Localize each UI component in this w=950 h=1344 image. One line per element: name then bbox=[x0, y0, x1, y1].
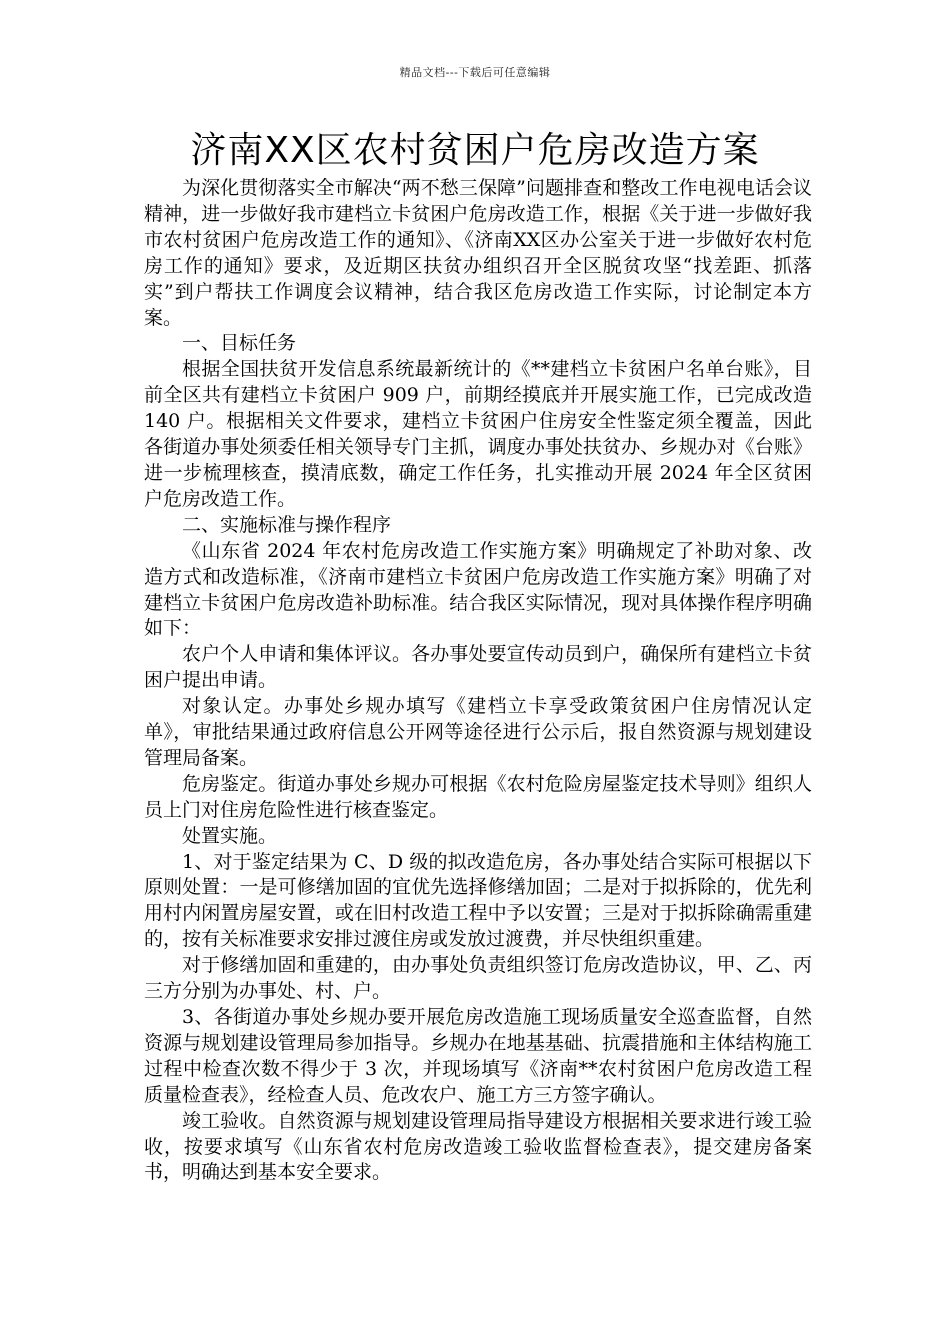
paragraph-item-3: 3、各街道办事处乡规办要开展危房改造施工现场质量安全巡查监督，自然资源与规划建设管理局参加指导。乡规办在地基基础、抗震措施和主体结构施工过程中检查次数不得少于 3 次，并现场填写《济南**农村贫困户危房改造工程质量检查表》，经检查人员、危改农户、施工方三方签字确认。 bbox=[144, 1006, 812, 1106]
paragraph-item-1: 1、对于鉴定结果为 C、D 级的拟改造危房，各办事处结合实际可根据以下原则处置：一是可修缮加固的宜优先选择修缮加固；二是对于拟拆除的，优先利用村内闲置房屋安置，或在旧村改造工程中予以安置；三是对于拟拆除确需重建的，按有关标准要求安排过渡住房或发放过渡费，并尽快组织重建。 bbox=[144, 850, 812, 951]
paragraph-application: 农户个人申请和集体评议。各办事处要宣传动员到户，确保所有建档立卡贫困户提出申请。 bbox=[144, 643, 812, 692]
paragraph-acceptance: 竣工验收。自然资源与规划建设管理局指导建设方根据相关要求进行竣工验收，按要求填写《山东省农村危房改造竣工验收监督检查表》，提交建房备案书，明确达到基本安全要求。 bbox=[144, 1109, 812, 1184]
page-title: 济南XX区农村贫困户危房改造方案 bbox=[190, 130, 760, 171]
header-note: 精品文档---下载后可任意编辑 bbox=[399, 66, 551, 79]
document-body bbox=[144, 176, 812, 1186]
paragraph-standards: 《山东省 2024 年农村危房改造工作实施方案》明确规定了补助对象、改造方式和改造标准，《济南市建档立卡贫困户危房改造工作实施方案》明确了对建档立卡贫困户危房改造补助标准。结合我区实际情况，现对具体操作程序明确如下： bbox=[144, 539, 812, 640]
section-heading-goals: 一、目标任务 bbox=[182, 332, 297, 355]
paragraph-goals: 根据全国扶贫开发信息系统最新统计的《**建档立卡贫困户名单台账》，目前全区共有建档立卡贫困户 909 户，前期经摸底并开展实施工作，已完成改造 140 户。根据相关文件要求，建档立卡贫困户住房安全性鉴定须全覆盖，因此各街道办事处须委任相关领导专门主抓，调度办事处扶贫办、乡规办对《台账》进一步梳理核查，摸清底数，确定工作任务，扎实推动开展 2024 年全区贫困户危房改造工作。 bbox=[144, 358, 812, 510]
section-heading-standards: 二、实施标准与操作程序 bbox=[182, 513, 392, 536]
paragraph-appraisal: 危房鉴定。街道办事处乡规办可根据《农村危险房屋鉴定技术导则》组织人员上门对住房危险性进行核查鉴定。 bbox=[144, 772, 812, 821]
paragraph-identification: 对象认定。办事处乡规办填写《建档立卡享受政策贫困户住房情况认定单》，审批结果通过政府信息公开网等途径进行公示后，报自然资源与规划建设管理局备案。 bbox=[144, 695, 812, 769]
paragraph-intro: 为深化贯彻落实全市解决“两不愁三保障”问题排查和整改工作电视电话会议精神，进一步做好我市建档立卡贫困户危房改造工作，根据《关于进一步做好我市农村贫困户危房改造工作的通知》、《济南XX区办公室关于进一步做好农村危房工作的通知》要求，及近期区扶贫办组织召开全区脱贫攻坚“找差距、抓落实”到户帮扶工作调度会议精神，结合我区危房改造工作实际，讨论制定本方案。 bbox=[144, 177, 812, 329]
paragraph-implementation-heading: 处置实施。 bbox=[182, 824, 278, 847]
paragraph-agreement: 对于修缮加固和重建的，由办事处负责组织签订危房改造协议，甲、乙、丙三方分别为办事处、村、户。 bbox=[144, 954, 812, 1003]
